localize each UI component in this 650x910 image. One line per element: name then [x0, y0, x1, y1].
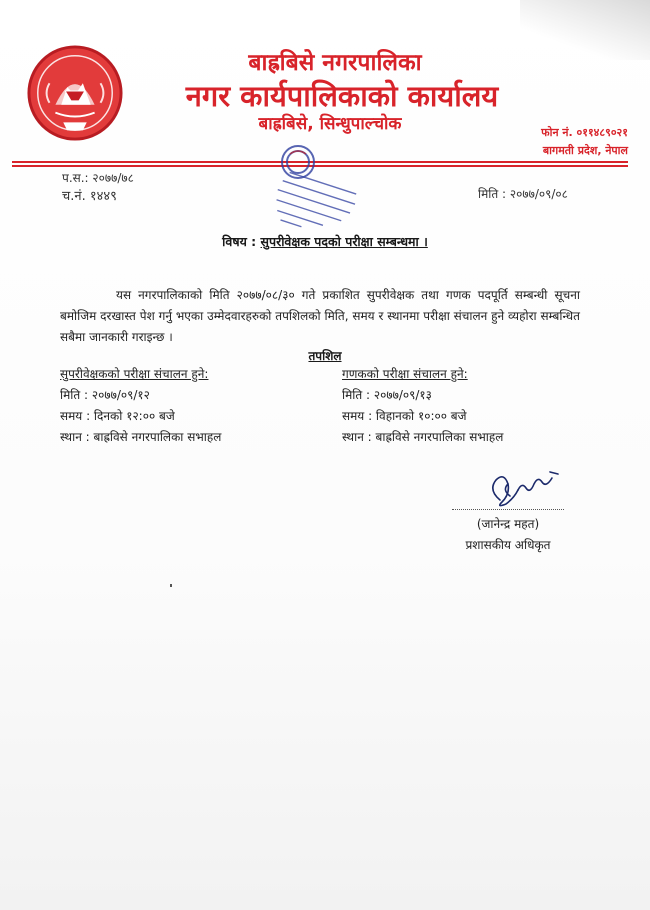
schedule-title: तपशिल [308, 349, 342, 363]
enumerator-time: समय : विहानको १०:०० बजे [342, 409, 467, 423]
enumerator-date: मिति : २०७७/०९/१३ [342, 388, 432, 402]
supervisor-venue: स्थान : बाह्रविसे नगरपालिका सभाहल [60, 430, 222, 444]
letter-body [60, 285, 580, 348]
supervisor-date: मिति : २०७७/०९/१२ [60, 388, 150, 402]
letter-date: मिति : २०७७/०९/०८ [478, 187, 568, 201]
province-label: बागमती प्रदेश, नेपाल [542, 144, 628, 157]
organization-name: बाह्रबिसे नगरपालिका [248, 50, 422, 76]
subject-text: सुपरीवेक्षक पदको परीक्षा सम्बन्धमा । [260, 234, 428, 249]
dispatch-number: च.नं. १४४९ [62, 189, 117, 204]
office-name: नगर कार्यपालिकाको कार्यालय [185, 79, 499, 113]
paper-speck [170, 584, 172, 587]
signatory-name: (जानेन्द्र महत) [476, 517, 540, 531]
subject-prefix: विषय : [222, 234, 257, 249]
subject-line [0, 236, 650, 249]
office-stamp [262, 140, 372, 240]
enumerator-schedule [342, 368, 592, 452]
supervisor-heading: सुपरीवेक्षकको परीक्षा संचालन हुने: [60, 367, 209, 381]
office-address: बाह्रबिसे, सिन्धुपाल्चोक [258, 114, 402, 134]
body-paragraph: यस नगरपालिकाको मिति २०७७/०८/३० गते प्रकाशित सुपरीवेक्षक तथा गणक पदपूर्ति सम्बन्धी सूचना बमोजिम दरखास्त पेश गर्नु भएका उम्मेदवारहरुको तपशिलको मिति, समय र स्थानमा परीक्षा संचालन हुने व्यहोरा सम्बन्धित सबैमा जानकारी गराइन्छ । [60, 288, 580, 344]
handwritten-signature [478, 460, 568, 515]
supervisor-time: समय : दिनको १२:०० बजे [60, 409, 175, 423]
signatory-title: प्रशासकीय अधिकृत [465, 538, 551, 552]
supervisor-schedule [60, 368, 310, 452]
nepal-emblem-logo [26, 44, 124, 142]
reference-number: प.स.: २०७७/७८ [62, 171, 134, 185]
page-curl-shadow [520, 0, 650, 60]
enumerator-heading: गणकको परीक्षा संचालन हुने: [342, 367, 468, 381]
phone-number: फोन नं. ०११४८९०२१ [541, 126, 628, 139]
signature-line [452, 508, 564, 510]
enumerator-venue: स्थान : बाह्रविसे नगरपालिका सभाहल [342, 430, 504, 444]
